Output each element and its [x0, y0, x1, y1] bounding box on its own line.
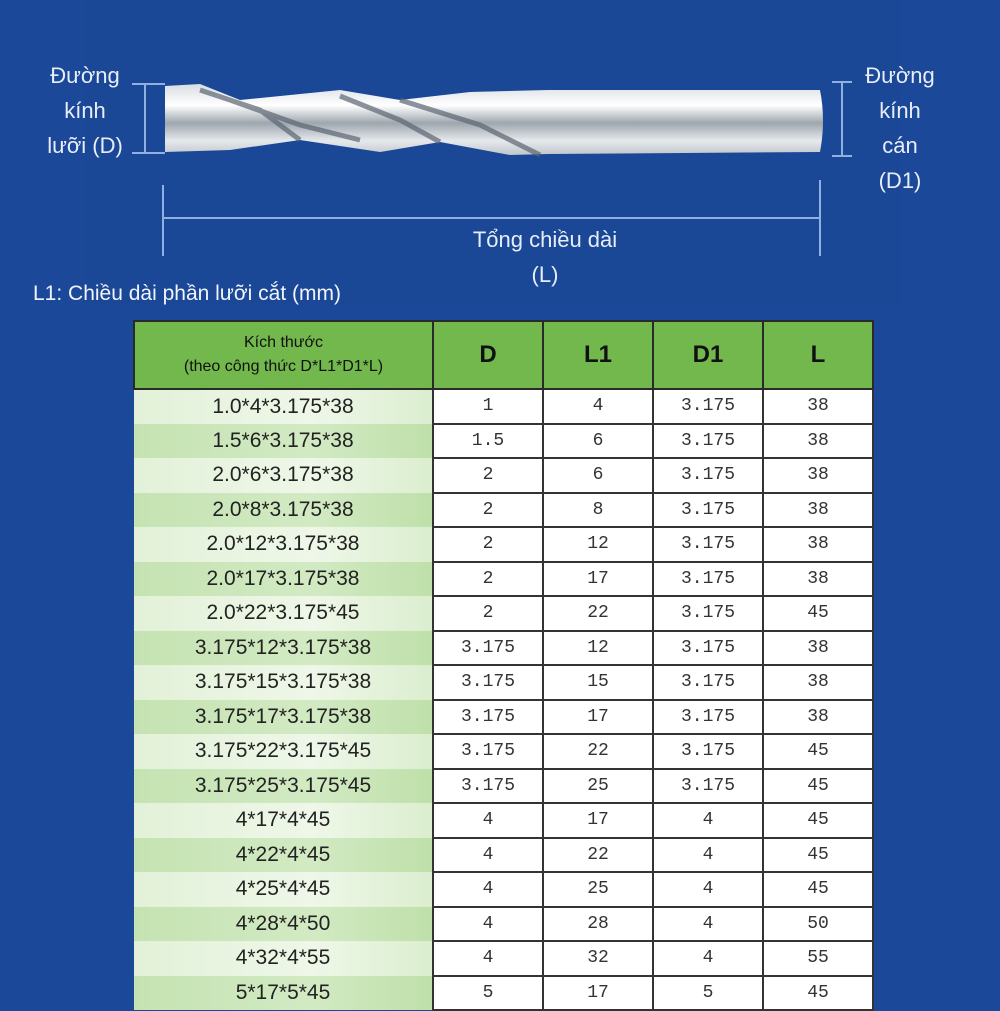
header-d1: D1 — [653, 321, 763, 389]
l1-note: L1: Chiều dài phần lưỡi cắt (mm) — [33, 282, 341, 305]
cell-d: 2 — [433, 596, 543, 631]
cell-l1: 32 — [543, 941, 653, 976]
cell-size: 2.0*17*3.175*38 — [134, 562, 433, 597]
cell-l1: 28 — [543, 907, 653, 942]
table-row — [134, 734, 873, 769]
table-row — [134, 941, 873, 976]
cell-l: 38 — [763, 631, 873, 666]
size-table — [133, 320, 874, 1011]
label-line: cán — [882, 133, 918, 158]
cell-size: 5*17*5*45 — [134, 976, 433, 1011]
cell-l: 38 — [763, 665, 873, 700]
table-row — [134, 700, 873, 735]
table-row — [134, 631, 873, 666]
cell-l1: 6 — [543, 424, 653, 459]
cell-d: 2 — [433, 562, 543, 597]
cell-d: 4 — [433, 838, 543, 873]
cell-d1: 3.175 — [653, 458, 763, 493]
cell-size: 3.175*25*3.175*45 — [134, 769, 433, 804]
cell-l: 45 — [763, 976, 873, 1011]
cell-d1: 3.175 — [653, 665, 763, 700]
header-l1: L1 — [543, 321, 653, 389]
total-length-label — [420, 222, 670, 292]
table-row — [134, 389, 873, 424]
cell-l1: 17 — [543, 700, 653, 735]
table-row — [134, 769, 873, 804]
cell-size: 2.0*22*3.175*45 — [134, 596, 433, 631]
cell-d1: 3.175 — [653, 527, 763, 562]
cell-l: 38 — [763, 700, 873, 735]
cell-size: 4*17*4*45 — [134, 803, 433, 838]
cell-l: 38 — [763, 389, 873, 424]
cell-l: 38 — [763, 458, 873, 493]
cell-d1: 4 — [653, 803, 763, 838]
cell-l1: 22 — [543, 838, 653, 873]
cell-size: 3.175*17*3.175*38 — [134, 700, 433, 735]
label-line: Đường — [50, 63, 120, 88]
cell-l1: 25 — [543, 769, 653, 804]
cell-d: 2 — [433, 527, 543, 562]
header-size-formula: (theo công thức D*L1*D1*L) — [183, 358, 384, 375]
label-line: Đường — [865, 63, 935, 88]
end-mill-image — [165, 84, 823, 155]
label-line: Tổng chiều dài — [472, 227, 618, 252]
table-row — [134, 976, 873, 1011]
cell-size: 4*25*4*45 — [134, 872, 433, 907]
cell-d1: 4 — [653, 941, 763, 976]
cell-d1: 3.175 — [653, 596, 763, 631]
cell-d1: 3.175 — [653, 631, 763, 666]
table-row — [134, 424, 873, 459]
cell-l1: 6 — [543, 458, 653, 493]
cell-d1: 3.175 — [653, 493, 763, 528]
cell-l1: 17 — [543, 803, 653, 838]
cell-l: 38 — [763, 527, 873, 562]
cell-size: 2.0*6*3.175*38 — [134, 458, 433, 493]
cell-l: 38 — [763, 493, 873, 528]
cell-d1: 4 — [653, 872, 763, 907]
cell-d1: 3.175 — [653, 769, 763, 804]
header-d: D — [433, 321, 543, 389]
table-row — [134, 665, 873, 700]
cell-d: 2 — [433, 458, 543, 493]
label-line: kính — [64, 98, 106, 123]
cell-size: 1.0*4*3.175*38 — [134, 389, 433, 424]
cell-d: 3.175 — [433, 769, 543, 804]
cell-d: 2 — [433, 493, 543, 528]
cell-d: 4 — [433, 803, 543, 838]
cell-l: 50 — [763, 907, 873, 942]
cell-l: 38 — [763, 562, 873, 597]
cell-l: 45 — [763, 838, 873, 873]
cell-d: 3.175 — [433, 665, 543, 700]
table-row — [134, 803, 873, 838]
cell-l: 45 — [763, 769, 873, 804]
label-line: (D1) — [878, 168, 922, 193]
table-row — [134, 596, 873, 631]
table-row — [134, 907, 873, 942]
cell-l: 45 — [763, 872, 873, 907]
cell-l1: 12 — [543, 631, 653, 666]
cell-d: 3.175 — [433, 700, 543, 735]
cell-d: 4 — [433, 872, 543, 907]
cell-d1: 3.175 — [653, 734, 763, 769]
cell-d1: 3.175 — [653, 562, 763, 597]
cell-l1: 8 — [543, 493, 653, 528]
cell-l1: 22 — [543, 596, 653, 631]
cell-size: 2.0*12*3.175*38 — [134, 527, 433, 562]
table-row — [134, 458, 873, 493]
table-row — [134, 872, 873, 907]
table-row — [134, 838, 873, 873]
cell-d: 3.175 — [433, 631, 543, 666]
blade-diameter-label — [30, 58, 140, 163]
label-line: kính — [879, 98, 921, 123]
cell-size: 4*22*4*45 — [134, 838, 433, 873]
cell-l1: 12 — [543, 527, 653, 562]
header-size — [134, 321, 433, 389]
cell-size: 3.175*15*3.175*38 — [134, 665, 433, 700]
cell-size: 3.175*22*3.175*45 — [134, 734, 433, 769]
header-size-title: Kích thước — [243, 334, 323, 351]
cell-d1: 5 — [653, 976, 763, 1011]
shank-diameter-label — [845, 58, 955, 198]
cell-l1: 15 — [543, 665, 653, 700]
table-header — [134, 321, 873, 389]
table-row — [134, 493, 873, 528]
header-l: L — [763, 321, 873, 389]
cell-d1: 3.175 — [653, 700, 763, 735]
cell-d: 1.5 — [433, 424, 543, 459]
cell-l: 45 — [763, 596, 873, 631]
cell-l1: 17 — [543, 562, 653, 597]
cell-d: 4 — [433, 907, 543, 942]
cell-size: 2.0*8*3.175*38 — [134, 493, 433, 528]
cell-size: 4*32*4*55 — [134, 941, 433, 976]
cell-d1: 4 — [653, 907, 763, 942]
cell-d: 5 — [433, 976, 543, 1011]
cell-d: 3.175 — [433, 734, 543, 769]
label-line: lưỡi (D) — [47, 133, 123, 158]
cell-l1: 25 — [543, 872, 653, 907]
cell-d: 1 — [433, 389, 543, 424]
cell-l1: 22 — [543, 734, 653, 769]
cell-d1: 4 — [653, 838, 763, 873]
cell-l: 55 — [763, 941, 873, 976]
table-row — [134, 562, 873, 597]
cell-size: 4*28*4*50 — [134, 907, 433, 942]
cell-l1: 17 — [543, 976, 653, 1011]
cell-size: 1.5*6*3.175*38 — [134, 424, 433, 459]
cell-d: 4 — [433, 941, 543, 976]
cell-size: 3.175*12*3.175*38 — [134, 631, 433, 666]
cell-d1: 3.175 — [653, 389, 763, 424]
table-row — [134, 527, 873, 562]
cell-l1: 4 — [543, 389, 653, 424]
label-line: (L) — [531, 262, 559, 287]
cell-l: 45 — [763, 803, 873, 838]
cell-l: 45 — [763, 734, 873, 769]
cell-l: 38 — [763, 424, 873, 459]
cell-d1: 3.175 — [653, 424, 763, 459]
